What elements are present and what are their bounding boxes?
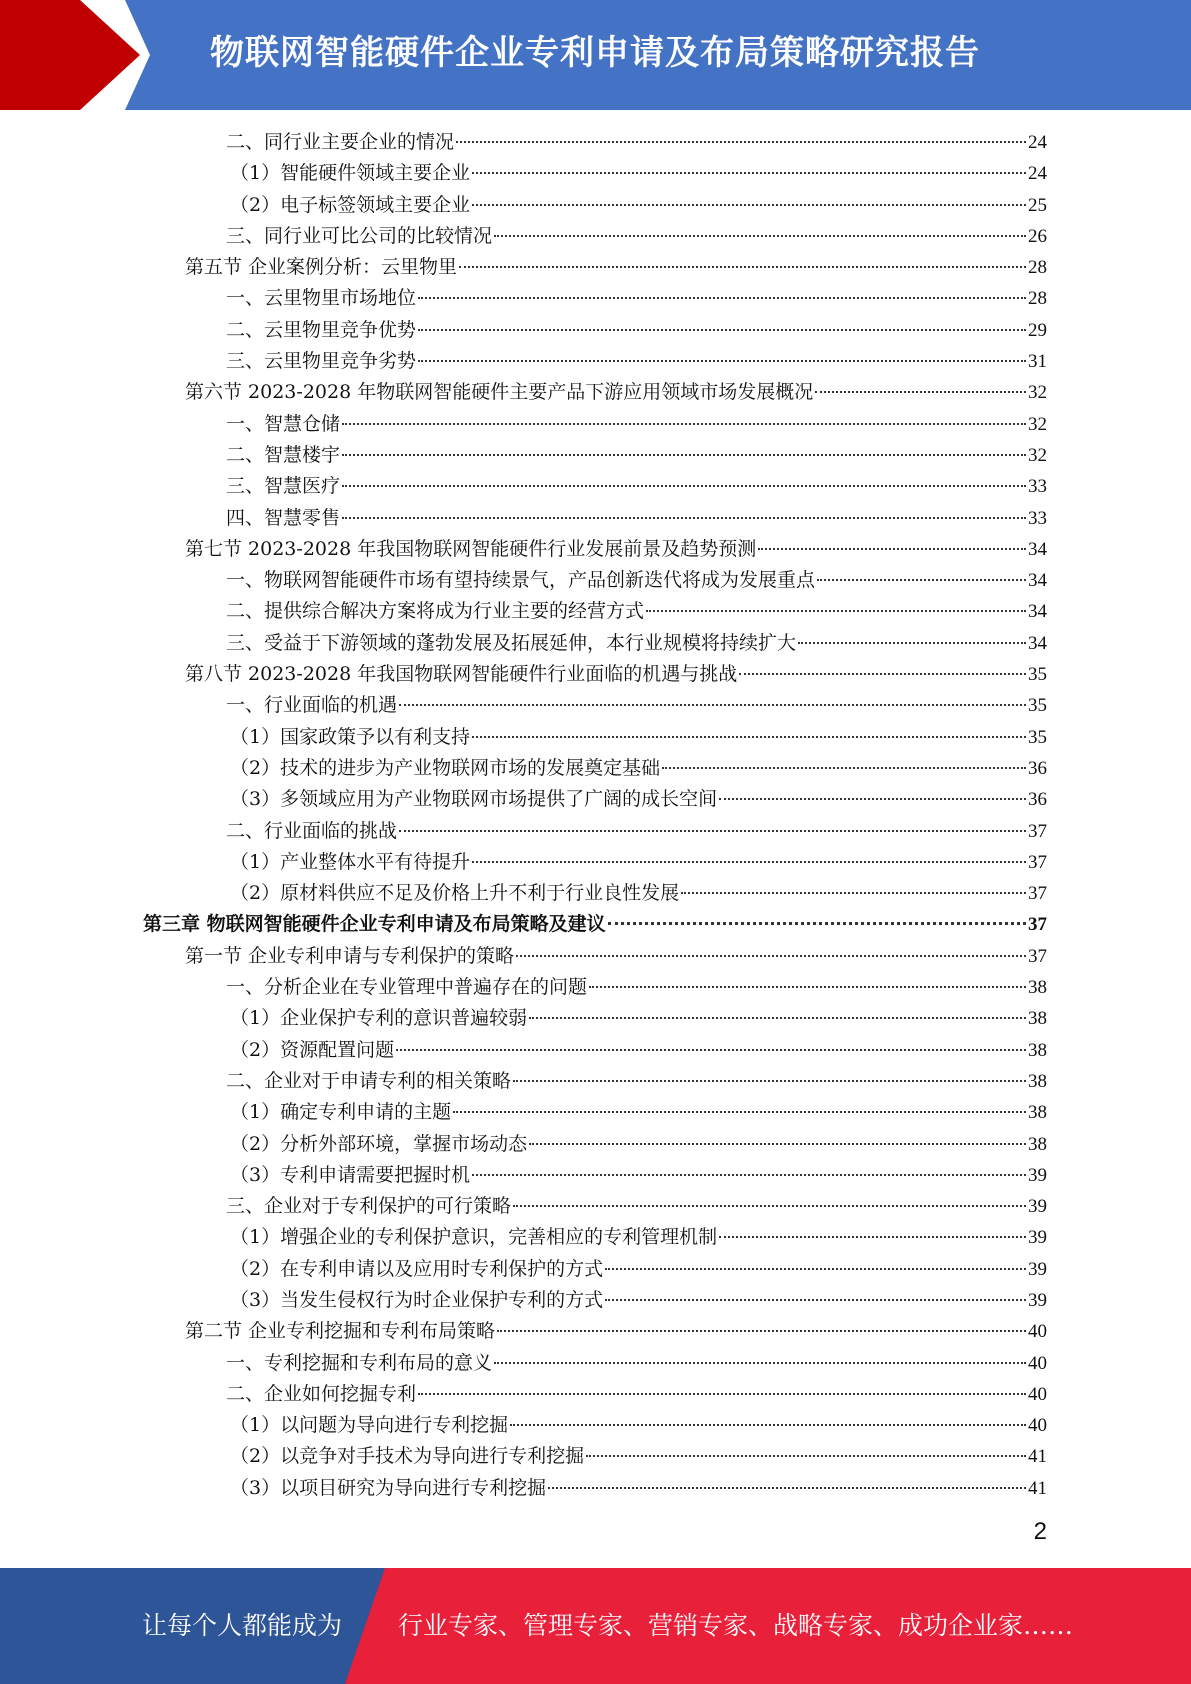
toc-dot-leader: [472, 861, 1026, 863]
toc-dot-leader: [529, 1143, 1026, 1145]
toc-entry-page: 34: [1028, 601, 1047, 623]
toc-dot-leader: [396, 1049, 1026, 1051]
toc-dot-leader: [513, 1205, 1026, 1207]
toc-entry-label: 二、云里物里竞争优势: [226, 318, 417, 341]
toc-dot-leader: [472, 204, 1026, 206]
toc-entry-label: 三、云里物里竞争劣势: [226, 350, 417, 373]
toc-entry[interactable]: [226, 409, 1047, 440]
toc-entry[interactable]: [185, 941, 1047, 972]
toc-dot-leader: [681, 892, 1026, 894]
footer-slogan-right: 行业专家、管理专家、营销专家、战略专家、成功企业家……: [398, 1611, 1074, 1640]
toc-entry-label: （1）确定专利申请的主题: [230, 1101, 452, 1124]
toc-dot-leader: [798, 642, 1026, 644]
toc-entry-page: 37: [1028, 914, 1047, 936]
toc-dot-leader: [529, 1017, 1026, 1019]
toc-entry-page: 28: [1028, 257, 1047, 279]
toc-entry-label: 第五节 企业案例分析：云里物里: [185, 256, 458, 279]
toc-dot-leader: [516, 955, 1026, 957]
toc-dot-leader: [342, 423, 1026, 425]
toc-entry-page: 24: [1028, 163, 1047, 185]
toc-entry-label: （1）以问题为导向进行专利挖掘: [230, 1414, 509, 1437]
toc-entry[interactable]: [226, 1348, 1047, 1379]
toc-entry[interactable]: [226, 690, 1047, 721]
toc-entry-label: 一、分析企业在专业管理中普遍存在的问题: [226, 976, 588, 999]
toc-entry-label: （3）多领域应用为产业物联网市场提供了广阔的成长空间: [230, 788, 718, 811]
toc-dot-leader: [739, 673, 1026, 675]
toc-entry[interactable]: [226, 1379, 1047, 1410]
toc-entry-page: 40: [1028, 1383, 1047, 1405]
toc-dot-leader: [586, 1455, 1026, 1457]
page-header: [0, 0, 1191, 110]
toc-dot-leader: [758, 548, 1026, 550]
toc-dot-leader: [472, 1174, 1026, 1176]
toc-dot-leader: [662, 767, 1026, 769]
toc-entry-label: （2）电子标签领域主要企业: [230, 193, 471, 216]
toc-entry-page: 34: [1028, 538, 1047, 560]
toc-entry-label: （1）企业保护专利的意识普遍较弱: [230, 1007, 528, 1030]
toc-entry[interactable]: [226, 503, 1047, 534]
toc-entry[interactable]: [185, 659, 1047, 690]
toc-dot-leader: [418, 329, 1026, 331]
toc-entry[interactable]: [226, 127, 1047, 158]
toc-entry-page: 36: [1028, 789, 1047, 811]
toc-entry[interactable]: [230, 1441, 1047, 1472]
toc-entry-label: 三、智慧医疗: [226, 475, 341, 498]
toc-dot-leader: [646, 610, 1026, 612]
toc-entry-page: 38: [1028, 1008, 1047, 1030]
toc-entry-page: 39: [1028, 1289, 1047, 1311]
toc-entry[interactable]: [230, 1003, 1047, 1034]
toc-entry[interactable]: [226, 816, 1047, 847]
toc-entry-label: （3）专利申请需要把握时机: [230, 1163, 471, 1186]
toc-entry-label: 第一节 企业专利申请与专利保护的策略: [185, 944, 515, 967]
toc-entry-label: 一、物联网智能硬件市场有望持续景气，产品创新迭代将成为发展重点: [226, 569, 816, 592]
toc-dot-leader: [510, 1424, 1026, 1426]
toc-entry[interactable]: [226, 596, 1047, 627]
toc-entry[interactable]: [230, 1160, 1047, 1191]
toc-entry[interactable]: [226, 972, 1047, 1003]
toc-entry-label: 一、专利挖掘和专利布局的意义: [226, 1351, 493, 1374]
toc-entry-page: 33: [1028, 507, 1047, 529]
toc-entry-label: 二、行业面临的挑战: [226, 819, 398, 842]
toc-dot-leader: [418, 360, 1026, 362]
toc-entry[interactable]: [185, 252, 1047, 283]
toc-entry-page: 32: [1028, 382, 1047, 404]
toc-dot-leader: [472, 736, 1026, 738]
toc-entry[interactable]: [230, 1035, 1047, 1066]
toc-entry[interactable]: [226, 1191, 1047, 1222]
toc-entry[interactable]: [230, 158, 1047, 189]
toc-dot-leader: [418, 1393, 1026, 1395]
toc-entry[interactable]: [230, 784, 1047, 815]
toc-entry-page: 29: [1028, 319, 1047, 341]
toc-entry-label: 三、同行业可比公司的比较情况: [226, 224, 493, 247]
toc-entry-label: 二、同行业主要企业的情况: [226, 131, 455, 153]
toc-entry-page: 38: [1028, 1070, 1047, 1092]
toc-entry-page: 25: [1028, 194, 1047, 216]
toc-dot-leader: [342, 454, 1026, 456]
toc-entry-label: 一、云里物里市场地位: [226, 287, 417, 310]
report-title: 物联网智能硬件企业专利申请及布局策略研究报告: [210, 33, 980, 73]
toc-entry-label: 二、企业如何挖掘专利: [226, 1382, 417, 1405]
toc-entry[interactable]: [230, 1129, 1047, 1160]
toc-entry[interactable]: [230, 1410, 1047, 1441]
toc-entry[interactable]: [230, 190, 1047, 221]
toc-dot-leader: [817, 579, 1026, 581]
toc-entry-page: 37: [1028, 820, 1047, 842]
toc-dot-leader: [399, 830, 1026, 832]
toc-dot-leader: [453, 1111, 1026, 1113]
toc-entry-page: 38: [1028, 1133, 1047, 1155]
toc-entry-page: 37: [1028, 883, 1047, 905]
toc-dot-leader: [459, 266, 1026, 268]
toc-entry-page: 41: [1028, 1477, 1047, 1499]
toc-entry-label: （2）在专利申请以及应用时专利保护的方式: [230, 1257, 604, 1280]
toc-dot-leader: [494, 235, 1026, 237]
toc-entry-label: 一、智慧仓储: [226, 412, 341, 435]
toc-entry[interactable]: [230, 1285, 1047, 1316]
toc-entry-page: 40: [1028, 1321, 1047, 1343]
toc-entry-page: 34: [1028, 632, 1047, 654]
toc-entry-page: 39: [1028, 1258, 1047, 1280]
toc-entry-label: （1）增强企业的专利保护意识，完善相应的专利管理机制: [230, 1226, 718, 1249]
toc-entry[interactable]: [185, 1316, 1047, 1347]
toc-dot-leader: [605, 1268, 1026, 1270]
toc-entry-label: （2）原材料供应不足及价格上升不利于行业良性发展: [230, 882, 680, 905]
toc-dot-leader: [472, 172, 1026, 174]
toc-entry-page: 32: [1028, 413, 1047, 435]
toc-entry[interactable]: [230, 1097, 1047, 1128]
toc-entry[interactable]: [230, 753, 1047, 784]
toc-entry[interactable]: [230, 878, 1047, 909]
toc-entry-label: （2）技术的进步为产业物联网市场的发展奠定基础: [230, 756, 661, 779]
toc-entry-page: 35: [1028, 695, 1047, 717]
toc-entry-label: 第八节 2023-2028 年我国物联网智能硬件行业面临的机遇与挑战: [185, 663, 738, 686]
toc-entry-page: 40: [1028, 1352, 1047, 1374]
toc-entry[interactable]: [230, 1254, 1047, 1285]
toc-entry-page: 34: [1028, 570, 1047, 592]
toc-entry-page: 38: [1028, 1039, 1047, 1061]
toc-dot-leader: [608, 922, 1026, 925]
toc-entry-page: 24: [1028, 132, 1047, 153]
toc-entry-page: 39: [1028, 1164, 1047, 1186]
toc-entry-page: 38: [1028, 977, 1047, 999]
toc-entry-label: 第三章 物联网智能硬件企业专利申请及布局策略及建议: [143, 913, 606, 936]
toc-dot-leader: [494, 1362, 1026, 1364]
toc-dot-leader: [342, 485, 1026, 487]
toc-entry-label: （3）以项目研究为导向进行专利挖掘: [230, 1476, 547, 1499]
toc-entry-label: 二、智慧楼宇: [226, 443, 341, 466]
toc-dot-leader: [605, 1299, 1026, 1301]
toc-entry-page: 36: [1028, 757, 1047, 779]
toc-entry[interactable]: [226, 315, 1047, 346]
toc-entry-page: 37: [1028, 945, 1047, 967]
toc-dot-leader: [456, 141, 1026, 143]
toc-entry[interactable]: [226, 628, 1047, 659]
toc-entry-page: 37: [1028, 851, 1047, 873]
page-footer: [0, 1568, 1191, 1684]
toc-entry-label: 二、提供综合解决方案将成为行业主要的经营方式: [226, 600, 645, 623]
toc-entry-page: 31: [1028, 351, 1047, 373]
toc-dot-leader: [589, 986, 1026, 988]
toc-entry-page: 39: [1028, 1196, 1047, 1218]
toc-entry[interactable]: [226, 221, 1047, 252]
toc-dot-leader: [399, 704, 1026, 706]
toc-entry[interactable]: [226, 283, 1047, 314]
toc-entry[interactable]: [226, 1066, 1047, 1097]
toc-entry-page: 32: [1028, 444, 1047, 466]
toc-entry-label: （2）以竞争对手技术为导向进行专利挖掘: [230, 1445, 585, 1468]
toc-dot-leader: [342, 517, 1026, 519]
toc-entry[interactable]: [226, 440, 1047, 471]
toc-entry-label: 第二节 企业专利挖掘和专利布局策略: [185, 1320, 496, 1343]
toc-entry-label: （1）国家政策予以有利支持: [230, 725, 471, 748]
toc-entry[interactable]: [185, 377, 1047, 408]
toc-entry-page: 26: [1028, 225, 1047, 247]
table-of-contents: [0, 127, 1191, 1504]
toc-entry-label: （1）智能硬件领域主要企业: [230, 162, 471, 185]
toc-entry-page: 41: [1028, 1446, 1047, 1468]
toc-entry[interactable]: [230, 1222, 1047, 1253]
toc-entry-label: （1）产业整体水平有待提升: [230, 850, 471, 873]
toc-entry-page: 38: [1028, 1102, 1047, 1124]
toc-entry-page: 40: [1028, 1415, 1047, 1437]
toc-entry-page: 35: [1028, 726, 1047, 748]
toc-dot-leader: [815, 391, 1026, 393]
toc-entry-label: 三、受益于下游领域的蓬勃发展及拓展延伸，本行业规模将持续扩大: [226, 631, 797, 654]
toc-entry[interactable]: [226, 471, 1047, 502]
toc-entry[interactable]: [230, 1473, 1047, 1504]
toc-entry-page: 39: [1028, 1227, 1047, 1249]
footer-slogan-left: 让每个人都能成为: [142, 1611, 343, 1640]
toc-entry-label: 第七节 2023-2028 年我国物联网智能硬件行业发展前景及趋势预测: [185, 537, 757, 560]
toc-entry-label: （2）分析外部环境，掌握市场动态: [230, 1132, 528, 1155]
toc-entry[interactable]: [230, 722, 1047, 753]
toc-entry[interactable]: [226, 346, 1047, 377]
toc-entry-label: 一、行业面临的机遇: [226, 694, 398, 717]
toc-entry-page: 28: [1028, 288, 1047, 310]
toc-dot-leader: [513, 1080, 1026, 1082]
toc-entry-label: （2）资源配置问题: [230, 1038, 395, 1061]
toc-entry-page: 33: [1028, 476, 1047, 498]
toc-entry-label: 二、企业对于申请专利的相关策略: [226, 1069, 512, 1092]
toc-dot-leader: [548, 1487, 1026, 1489]
toc-entry-label: 三、企业对于专利保护的可行策略: [226, 1195, 512, 1218]
toc-entry[interactable]: [230, 847, 1047, 878]
toc-dot-leader: [497, 1330, 1026, 1332]
toc-entry-label: （3）当发生侵权行为时企业保护专利的方式: [230, 1288, 604, 1311]
toc-entry[interactable]: [226, 565, 1047, 596]
toc-dot-leader: [719, 798, 1026, 800]
toc-entry-label: 第六节 2023-2028 年物联网智能硬件主要产品下游应用领域市场发展概况: [185, 381, 814, 404]
toc-entry[interactable]: [185, 534, 1047, 565]
toc-entry-page: 35: [1028, 664, 1047, 686]
toc-entry[interactable]: [143, 909, 1047, 940]
page-number: 2: [1033, 1518, 1047, 1545]
toc-dot-leader: [418, 297, 1026, 299]
toc-dot-leader: [719, 1236, 1026, 1238]
toc-entry-label: 四、智慧零售: [226, 506, 341, 529]
